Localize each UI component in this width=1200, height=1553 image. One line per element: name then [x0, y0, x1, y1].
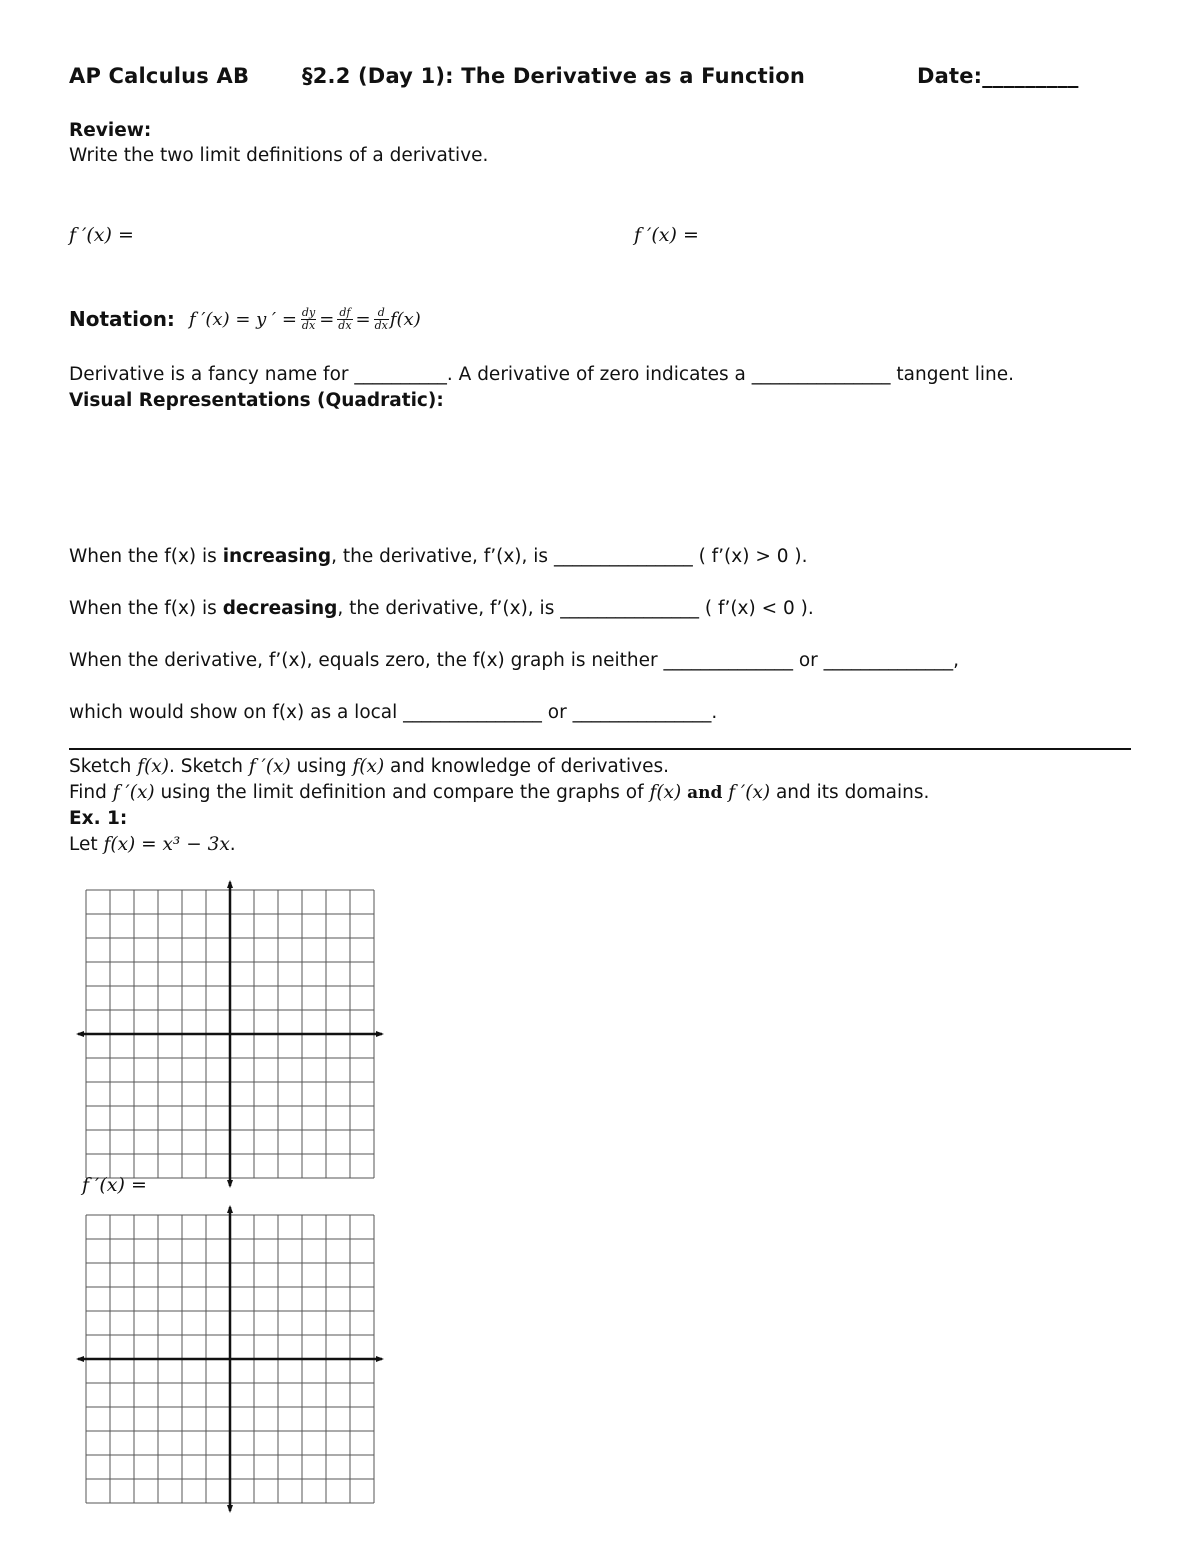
- date-blank: _________: [982, 64, 1079, 88]
- y-axis-arrow-down: [227, 1180, 233, 1188]
- example-function: f(x) = x³ − 3x: [103, 834, 230, 855]
- notation-row: [69, 300, 421, 338]
- x-axis-arrow-left: [76, 1356, 84, 1362]
- increasing-line: When the f(x) is increasing, the derivative, f’(x), is _______________ ( f’(x) > 0 ).: [69, 546, 808, 567]
- derivative-sentence: Derivative is a fancy name for __________. A derivative of zero indicates a _______________ tangent line.: [69, 364, 1014, 385]
- fprime-right: f ′(x) =: [634, 224, 699, 246]
- example-label: Ex. 1:: [69, 808, 128, 829]
- course-title: AP Calculus AB: [69, 64, 250, 88]
- x-axis-arrow-right: [376, 1356, 384, 1362]
- x-axis-arrow-right: [376, 1031, 384, 1037]
- notation-frac-d-dx: $\frac{d}{dx}$: [374, 305, 388, 332]
- x-axis-arrow-left: [76, 1031, 84, 1037]
- notation-frac-df-dx: $\frac{df}{dx}$: [338, 305, 352, 332]
- lesson-title: §2.2 (Day 1): The Derivative as a Function: [302, 64, 806, 88]
- local-line: which would show on f(x) as a local _______________ or _______________.: [69, 702, 718, 723]
- local-blank-1: _______________: [403, 702, 542, 723]
- graph-grid-fprime[interactable]: [74, 1203, 392, 1493]
- notation-lhs: f ′(x) = y ′ =: [188, 308, 297, 330]
- zero-line: When the derivative, f’(x), equals zero, the f(x) graph is neither ______________ or ______________,: [69, 650, 960, 671]
- sketch-line: Sketch f(x). Sketch f ′(x) using f(x) and knowledge of derivatives.: [69, 756, 670, 777]
- notation-eq-2: =: [355, 308, 371, 330]
- y-axis-arrow-up: [227, 1205, 233, 1213]
- fprime-left: f ′(x) =: [69, 224, 134, 246]
- find-line: Find f ′(x) using the limit definition and compare the graphs of f(x) and f ′(x) and its domains.: [69, 782, 930, 803]
- graph-2-label: f ′(x) =: [82, 1174, 147, 1196]
- y-axis-arrow-down: [227, 1505, 233, 1513]
- review-heading: Review:: [69, 120, 152, 141]
- zero-blank-1: ______________: [663, 650, 793, 671]
- notation-label: Notation:: [69, 307, 175, 331]
- graph-grid-f[interactable]: [74, 878, 392, 1168]
- decreasing-blank: _______________: [560, 598, 699, 619]
- zero-blank-2: ______________: [823, 650, 954, 671]
- date-label: Date:: [917, 64, 983, 88]
- section-divider: [69, 748, 1131, 750]
- example-function-line: Let f(x) = x³ − 3x.: [69, 834, 236, 855]
- fancy-name-blank: __________: [354, 364, 447, 385]
- date-field: [917, 64, 1079, 88]
- notation-frac-dy-dx: $\frac{dy}{dx}$: [301, 305, 316, 332]
- local-blank-2: _______________: [572, 702, 712, 723]
- notation-tail: f(x): [389, 308, 421, 330]
- y-axis-arrow-up: [227, 880, 233, 888]
- increasing-blank: _______________: [553, 546, 693, 567]
- notation-eq: =: [319, 308, 335, 330]
- decreasing-line: When the f(x) is decreasing, the derivative, f’(x), is _______________ ( f’(x) < 0 ).: [69, 598, 814, 619]
- visual-heading: Visual Representations (Quadratic):: [69, 390, 444, 411]
- tangent-type-blank: _______________: [751, 364, 891, 385]
- review-prompt: Write the two limit definitions of a derivative.: [69, 145, 489, 166]
